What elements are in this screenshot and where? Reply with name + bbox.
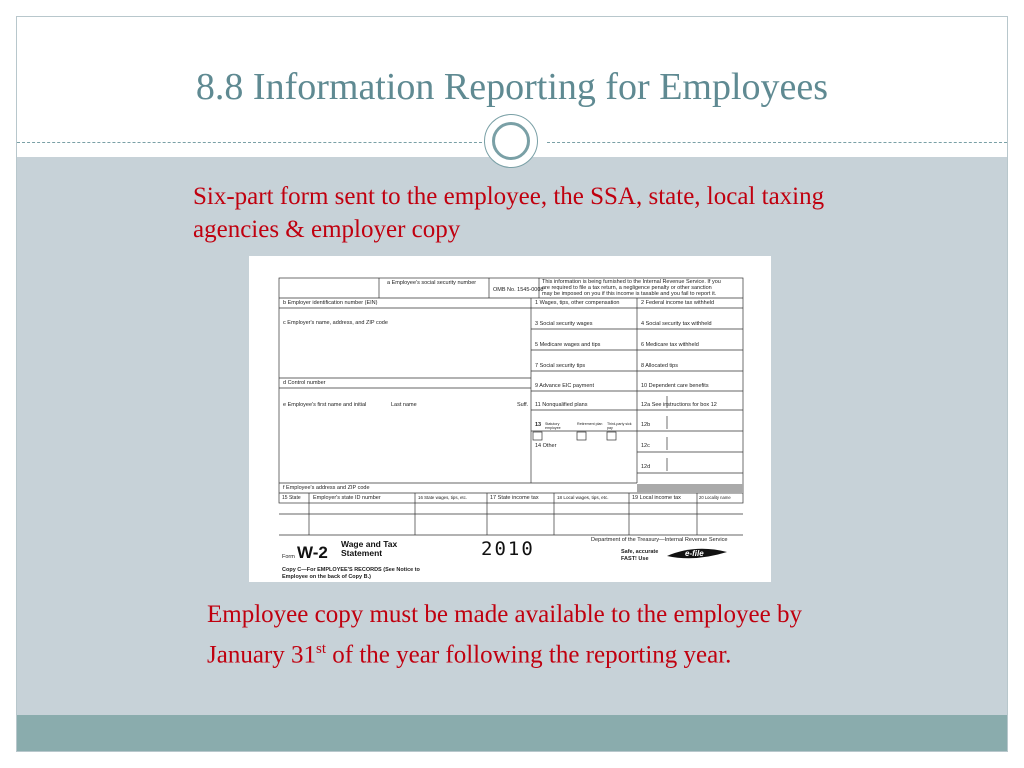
box-e-label: e Employee's first name and initial (283, 402, 367, 408)
suffix-label: Suff. (517, 402, 529, 408)
box-17-label: 17 State income tax (490, 495, 539, 501)
box-16-label: 16 State wages, tips, etc. (418, 495, 468, 500)
box-9-label: 9 Advance EIC payment (535, 383, 595, 389)
last-name-label: Last name (391, 402, 417, 408)
box-d-label: d Control number (283, 380, 326, 386)
copy-c-line-2: Employee on the back of Copy B.) (282, 574, 371, 580)
box-b-label: b Employer identification number (EIN) (283, 300, 378, 306)
statement-title-line-1: Wage and Tax (341, 539, 398, 549)
box-1-label: 1 Wages, tips, other compensation (535, 300, 620, 306)
box-5-label: 5 Medicare wages and tips (535, 342, 601, 348)
box-c-label: c Employer's name, address, and ZIP code (283, 320, 388, 326)
box-14-label: 14 Other (535, 443, 557, 449)
notice-line-1: This information is being furnished to the Internal Revenue Service. If you (542, 279, 721, 285)
box-11-label: 11 Nonqualified plans (535, 402, 588, 408)
box-3-label: 3 Social security wages (535, 321, 593, 327)
retirement-plan-label: Retirement plan (577, 422, 603, 426)
form-label: Form (282, 554, 295, 560)
box-13-label: 13 (535, 422, 542, 428)
department-label: Department of the Treasury—Internal Revenue Service (591, 537, 728, 543)
box-2-label: 2 Federal income tax withheld (641, 300, 715, 306)
body-bottom-pre: Employee copy must be made available to the employee by January 31 (207, 601, 802, 669)
w2-form-text (249, 256, 771, 582)
statutory-employee-label: Statutory employee (545, 422, 561, 430)
divider-circle-inner (492, 122, 530, 160)
body-text-top: Six-part form sent to the employee, the SSA, state, local taxing agencies & employer copy (193, 183, 825, 243)
form-name-w2: W-2 (297, 543, 328, 562)
box-12a-label: 12a See instructions for box 12 (641, 402, 717, 408)
slide-title: 8.8 Information Reporting for Employees (195, 66, 829, 108)
slide-frame (16, 16, 1008, 752)
safe-accurate-label: Safe, accurate (621, 549, 659, 555)
box-6-label: 6 Medicare tax withheld (641, 342, 699, 348)
box-12b-label: 12b (641, 422, 651, 428)
third-party-sick-pay-label: Third-party sick pay (607, 422, 632, 430)
body-text-bottom (207, 597, 867, 672)
box-4-label: 4 Social security tax withheld (641, 321, 712, 327)
divider-circle-ornament (484, 114, 538, 168)
box-7-label: 7 Social security tips (535, 363, 586, 369)
footer-band (17, 715, 1007, 751)
statement-title-line-2: Statement (341, 548, 383, 558)
box-12d-label: 12d (641, 464, 651, 470)
box-a-label: a Employee's social security number (387, 280, 477, 286)
title-divider-right (547, 142, 1007, 143)
box-15-label: 15 State (282, 495, 301, 501)
box-20-label: 20 Locality name (699, 495, 731, 500)
notice-line-2: are required to file a tax return, a negligence penalty or other sanction (542, 285, 712, 291)
box-f-label: f Employee's address and ZIP code (283, 485, 370, 491)
employer-state-id-label: Employer's state ID number (313, 495, 381, 501)
efile-logo-icon: e-file (685, 549, 704, 558)
box-18-label: 18 Local wages, tips, etc. (557, 495, 609, 500)
title-divider-left (17, 142, 487, 143)
notice-line-3: may be imposed on you if this income is taxable and you fail to report it. (542, 291, 717, 297)
fast-use-label: FAST! Use (621, 556, 649, 562)
box-10-label: 10 Dependent care benefits (641, 383, 709, 389)
ordinal-suffix: st (316, 641, 327, 657)
copy-c-line-1: Copy C—For EMPLOYEE'S RECORDS (See Notice to (282, 567, 420, 573)
box-12c-label: 12c (641, 443, 650, 449)
form-year: 2010 (481, 538, 535, 560)
omb-number: OMB No. 1545-0008 (493, 287, 544, 293)
box-19-label: 19 Local income tax (632, 495, 681, 501)
box-8-label: 8 Allocated tips (641, 363, 678, 369)
body-bottom-post: of the year following the reporting year. (326, 641, 732, 669)
